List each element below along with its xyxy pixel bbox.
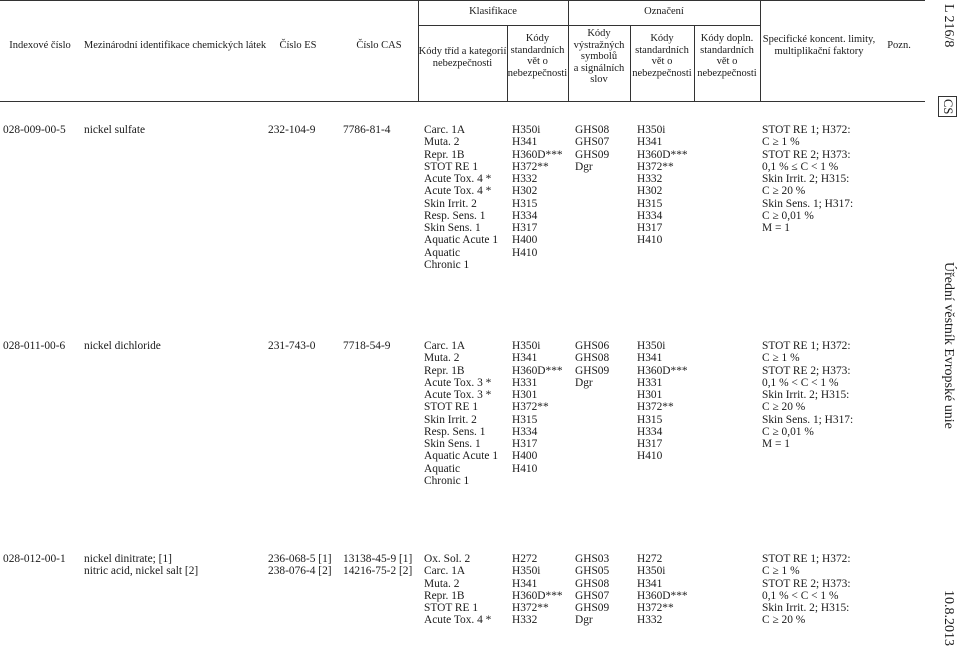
specific-limits: STOT RE 1; H372: C ≥ 1 % STOT RE 2; H373: 0,1 % < C < 1 % Skin Irrit. 2; H315: C ≥ 20 %: [762, 553, 851, 627]
substance-name: nickel dinitrate; [1] nitric acid, nickel salt [2]: [84, 553, 199, 578]
hazard-statements: H272 H350i H341 H360D*** H372** H332: [512, 553, 563, 627]
header-labelling: Označení: [644, 6, 684, 17]
header-top-rule: [0, 0, 925, 1]
substance-name: nickel dichloride: [84, 340, 161, 352]
header-ec-no: Číslo ES: [279, 40, 317, 51]
cas-number: 7718-54-9: [343, 340, 391, 352]
pictograms: GHS06 GHS08 GHS09 Dgr: [575, 340, 610, 389]
publication-date: 10.8.2013: [941, 590, 956, 646]
header-hazard-statement-codes: Kódy standardních vět o nebezpečnosti: [507, 33, 568, 79]
hazard-classes: Ox. Sol. 2 Carc. 1A Muta. 2 Repr. 1B STOT RE 1 Acute Tox. 4 *: [424, 553, 492, 627]
pictograms: GHS03 GHS05 GHS08 GHS07 GHS09 Dgr: [575, 553, 610, 627]
ec-number: 232-104-9: [268, 124, 316, 136]
journal-title: Úřední věstník Evropské unie: [941, 262, 956, 429]
labelling-underline: [568, 25, 760, 26]
label-hazard-statements: H350i H341 H360D*** H331 H301 H372** H315 H334 H317 H410: [637, 340, 688, 463]
page-reference: L 216/8: [941, 4, 956, 48]
index-no: 028-011-00-6: [3, 340, 66, 352]
cas-number: 7786-81-4: [343, 124, 391, 136]
hazard-statements: H350i H341 H360D*** H372** H332 H302 H315 H334 H317 H400 H410: [512, 124, 563, 259]
header-label-hazard-codes: Kódy standardních vět o nebezpečnosti: [632, 33, 692, 79]
header-pictogram-codes: Kódy výstražných symbolů a signálních slov: [573, 28, 625, 85]
hazard-classes: Carc. 1A Muta. 2 Repr. 1B STOT RE 1 Acute Tox. 4 * Acute Tox. 4 * Skin Irrit. 2 Resp. Sens. 1 Skin Sens. 1 Aquatic Acute 1 Aquatic Chronic 1: [424, 124, 499, 271]
header-classification: Klasifikace: [469, 6, 517, 17]
substance-name: nickel sulfate: [84, 124, 146, 136]
hazard-classes: Carc. 1A Muta. 2 Repr. 1B Acute Tox. 3 * Acute Tox. 3 * STOT RE 1 Skin Irrit. 2 Resp. Sens. 1 Skin Sens. 1 Aquatic Acute 1 Aquatic Chronic 1: [424, 340, 499, 487]
header-hazard-class-codes: Kódy tříd a kategorií nebezpečnosti: [418, 46, 507, 69]
header-cas-no: Číslo CAS: [356, 40, 402, 51]
label-hazard-statements: H350i H341 H360D*** H372** H332 H302 H315 H334 H317 H410: [637, 124, 688, 247]
classification-underline: [418, 25, 568, 26]
header-index-no: Indexové číslo: [9, 40, 71, 51]
hazard-statements: H350i H341 H360D*** H331 H301 H372** H315 H334 H317 H400 H410: [512, 340, 563, 475]
header-bottom-rule: [0, 101, 925, 102]
header-notes: Pozn.: [887, 40, 911, 51]
cas-number: 13138-45-9 [1] 14216-75-2 [2]: [343, 553, 413, 578]
ec-number: 236-068-5 [1] 238-076-4 [2]: [268, 553, 332, 578]
header-suppl-codes: Kódy dopln. standardních vět o nebezpečnosti: [697, 33, 757, 79]
language-code: CS: [938, 96, 957, 117]
index-no: 028-009-00-5: [3, 124, 66, 136]
ec-number: 231-743-0: [268, 340, 316, 352]
label-hazard-statements: H272 H350i H341 H360D*** H372** H332: [637, 553, 688, 627]
header-spec-limits: Specifické koncent. limity, multiplikační faktory: [762, 34, 876, 57]
index-no: 028-012-00-1: [3, 553, 66, 565]
specific-limits: STOT RE 1; H372: C ≥ 1 % STOT RE 2; H373: 0,1 % ≤ C < 1 % Skin Irrit. 2; H315: C ≥ 20 % Skin Sens. 1; H317: C ≥ 0,01 % M = 1: [762, 124, 854, 234]
pictograms: GHS08 GHS07 GHS09 Dgr: [575, 124, 610, 173]
header-intl-id: Mezinárodní identifikace chemických látek: [83, 40, 267, 51]
specific-limits: STOT RE 1; H372: C ≥ 1 % STOT RE 2; H373: 0,1 % < C < 1 % Skin Irrit. 2; H315: C ≥ 20 % Skin Sens. 1; H317: C ≥ 0,01 % M = 1: [762, 340, 854, 450]
